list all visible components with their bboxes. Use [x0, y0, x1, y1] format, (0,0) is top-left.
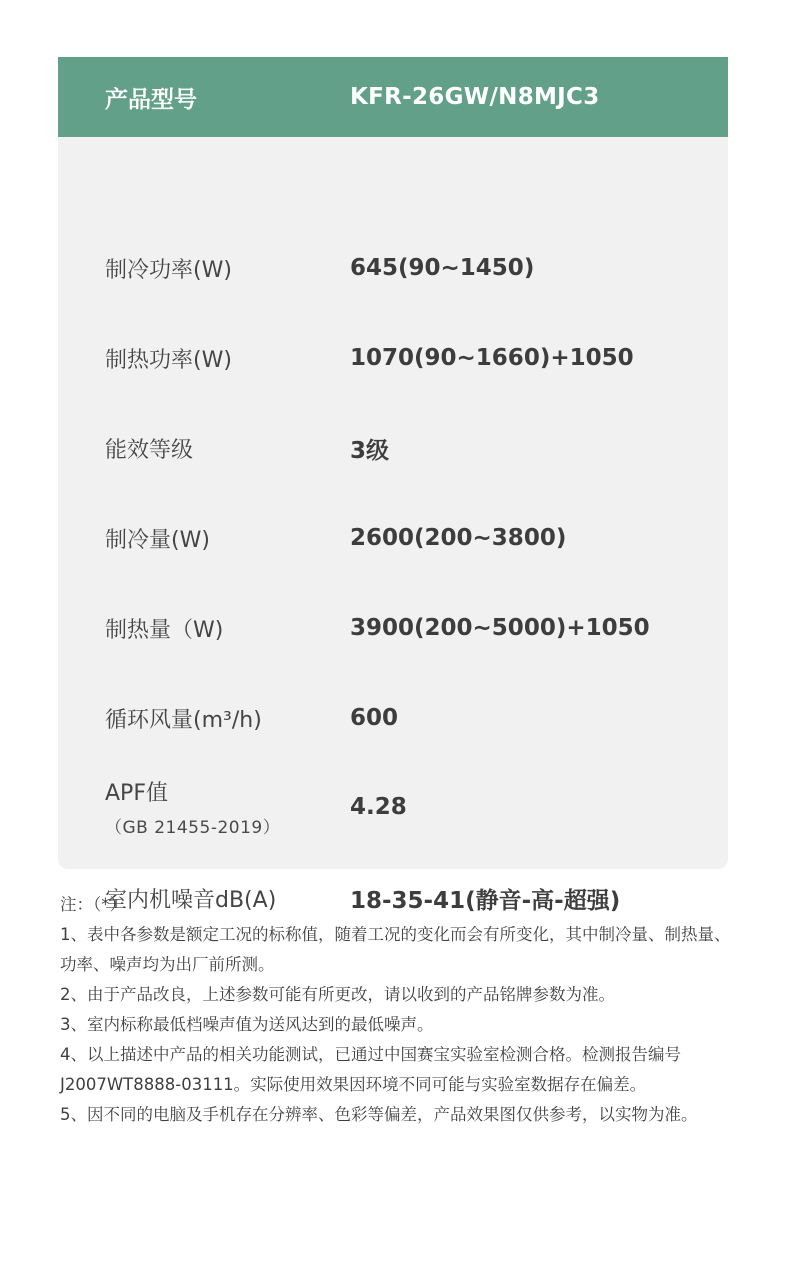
note-item-4: 4、以上描述中产品的相关功能测试，已通过中国赛宝实验室检测合格。检测报告编号J2007WT8888-03111。实际使用效果因环境不同可能与实验室数据存在偏差。: [60, 1045, 681, 1094]
spec-row-heating-power: [58, 328, 728, 388]
spec-label: 制热量（W): [105, 617, 224, 643]
spec-value: 18-35-41(静音-高-超强): [350, 887, 621, 914]
spec-value: 1070(90~1660)+1050: [350, 345, 634, 371]
note-item-2: 2、由于产品改良，上述参数可能有所更改，请以收到的产品铭牌参数为准。: [60, 985, 615, 1004]
spec-label: 能效等级: [105, 437, 194, 463]
spec-table: [58, 57, 728, 914]
spec-value: 4.28: [350, 794, 407, 820]
spec-row-energy-grade: [58, 418, 728, 478]
model-value: KFR-26GW/N8MJC3: [350, 84, 600, 110]
spec-label: 制冷功率(W): [105, 257, 232, 283]
model-label: 产品型号: [105, 86, 197, 113]
spec-sublabel: （GB 21455-2019）: [105, 818, 281, 838]
spec-value: 645(90~1450): [350, 255, 535, 281]
note-item-3: 3、室内标称最低档噪声值为送风达到的最低噪声。: [60, 1015, 434, 1034]
spec-value: 3级: [350, 437, 390, 464]
spec-row-apf: [58, 767, 728, 847]
spec-value: 2600(200~3800): [350, 525, 567, 551]
spec-value: 3900(200~5000)+1050: [350, 615, 650, 641]
spec-row-airflow: [58, 688, 728, 748]
notes-title: 注：（*）: [60, 895, 126, 914]
notes-section: [60, 890, 740, 1130]
spec-value: 600: [350, 705, 399, 731]
spec-label: 制热功率(W): [105, 347, 232, 373]
spec-row-cooling-capacity: [58, 508, 728, 568]
spec-label: 循环风量(m³/h): [105, 707, 262, 733]
spec-row-heating-capacity: [58, 598, 728, 658]
spec-row-cooling-power: [58, 238, 728, 298]
spec-header-row: [58, 57, 728, 137]
spec-label: APF值: [105, 781, 168, 806]
spec-label: 室内机噪音dB(A): [105, 887, 277, 913]
spec-label-group: [58, 776, 350, 838]
note-item-1: 1、表中各参数是额定工况的标称值，随着工况的变化而会有所变化，其中制冷量、制热量、功率、噪声均为出厂前所测。: [60, 925, 731, 974]
note-item-5: 5、因不同的电脑及手机存在分辨率、色彩等偏差，产品效果图仅供参考，以实物为准。: [60, 1105, 698, 1124]
spec-label: 制冷量(W): [105, 527, 210, 553]
